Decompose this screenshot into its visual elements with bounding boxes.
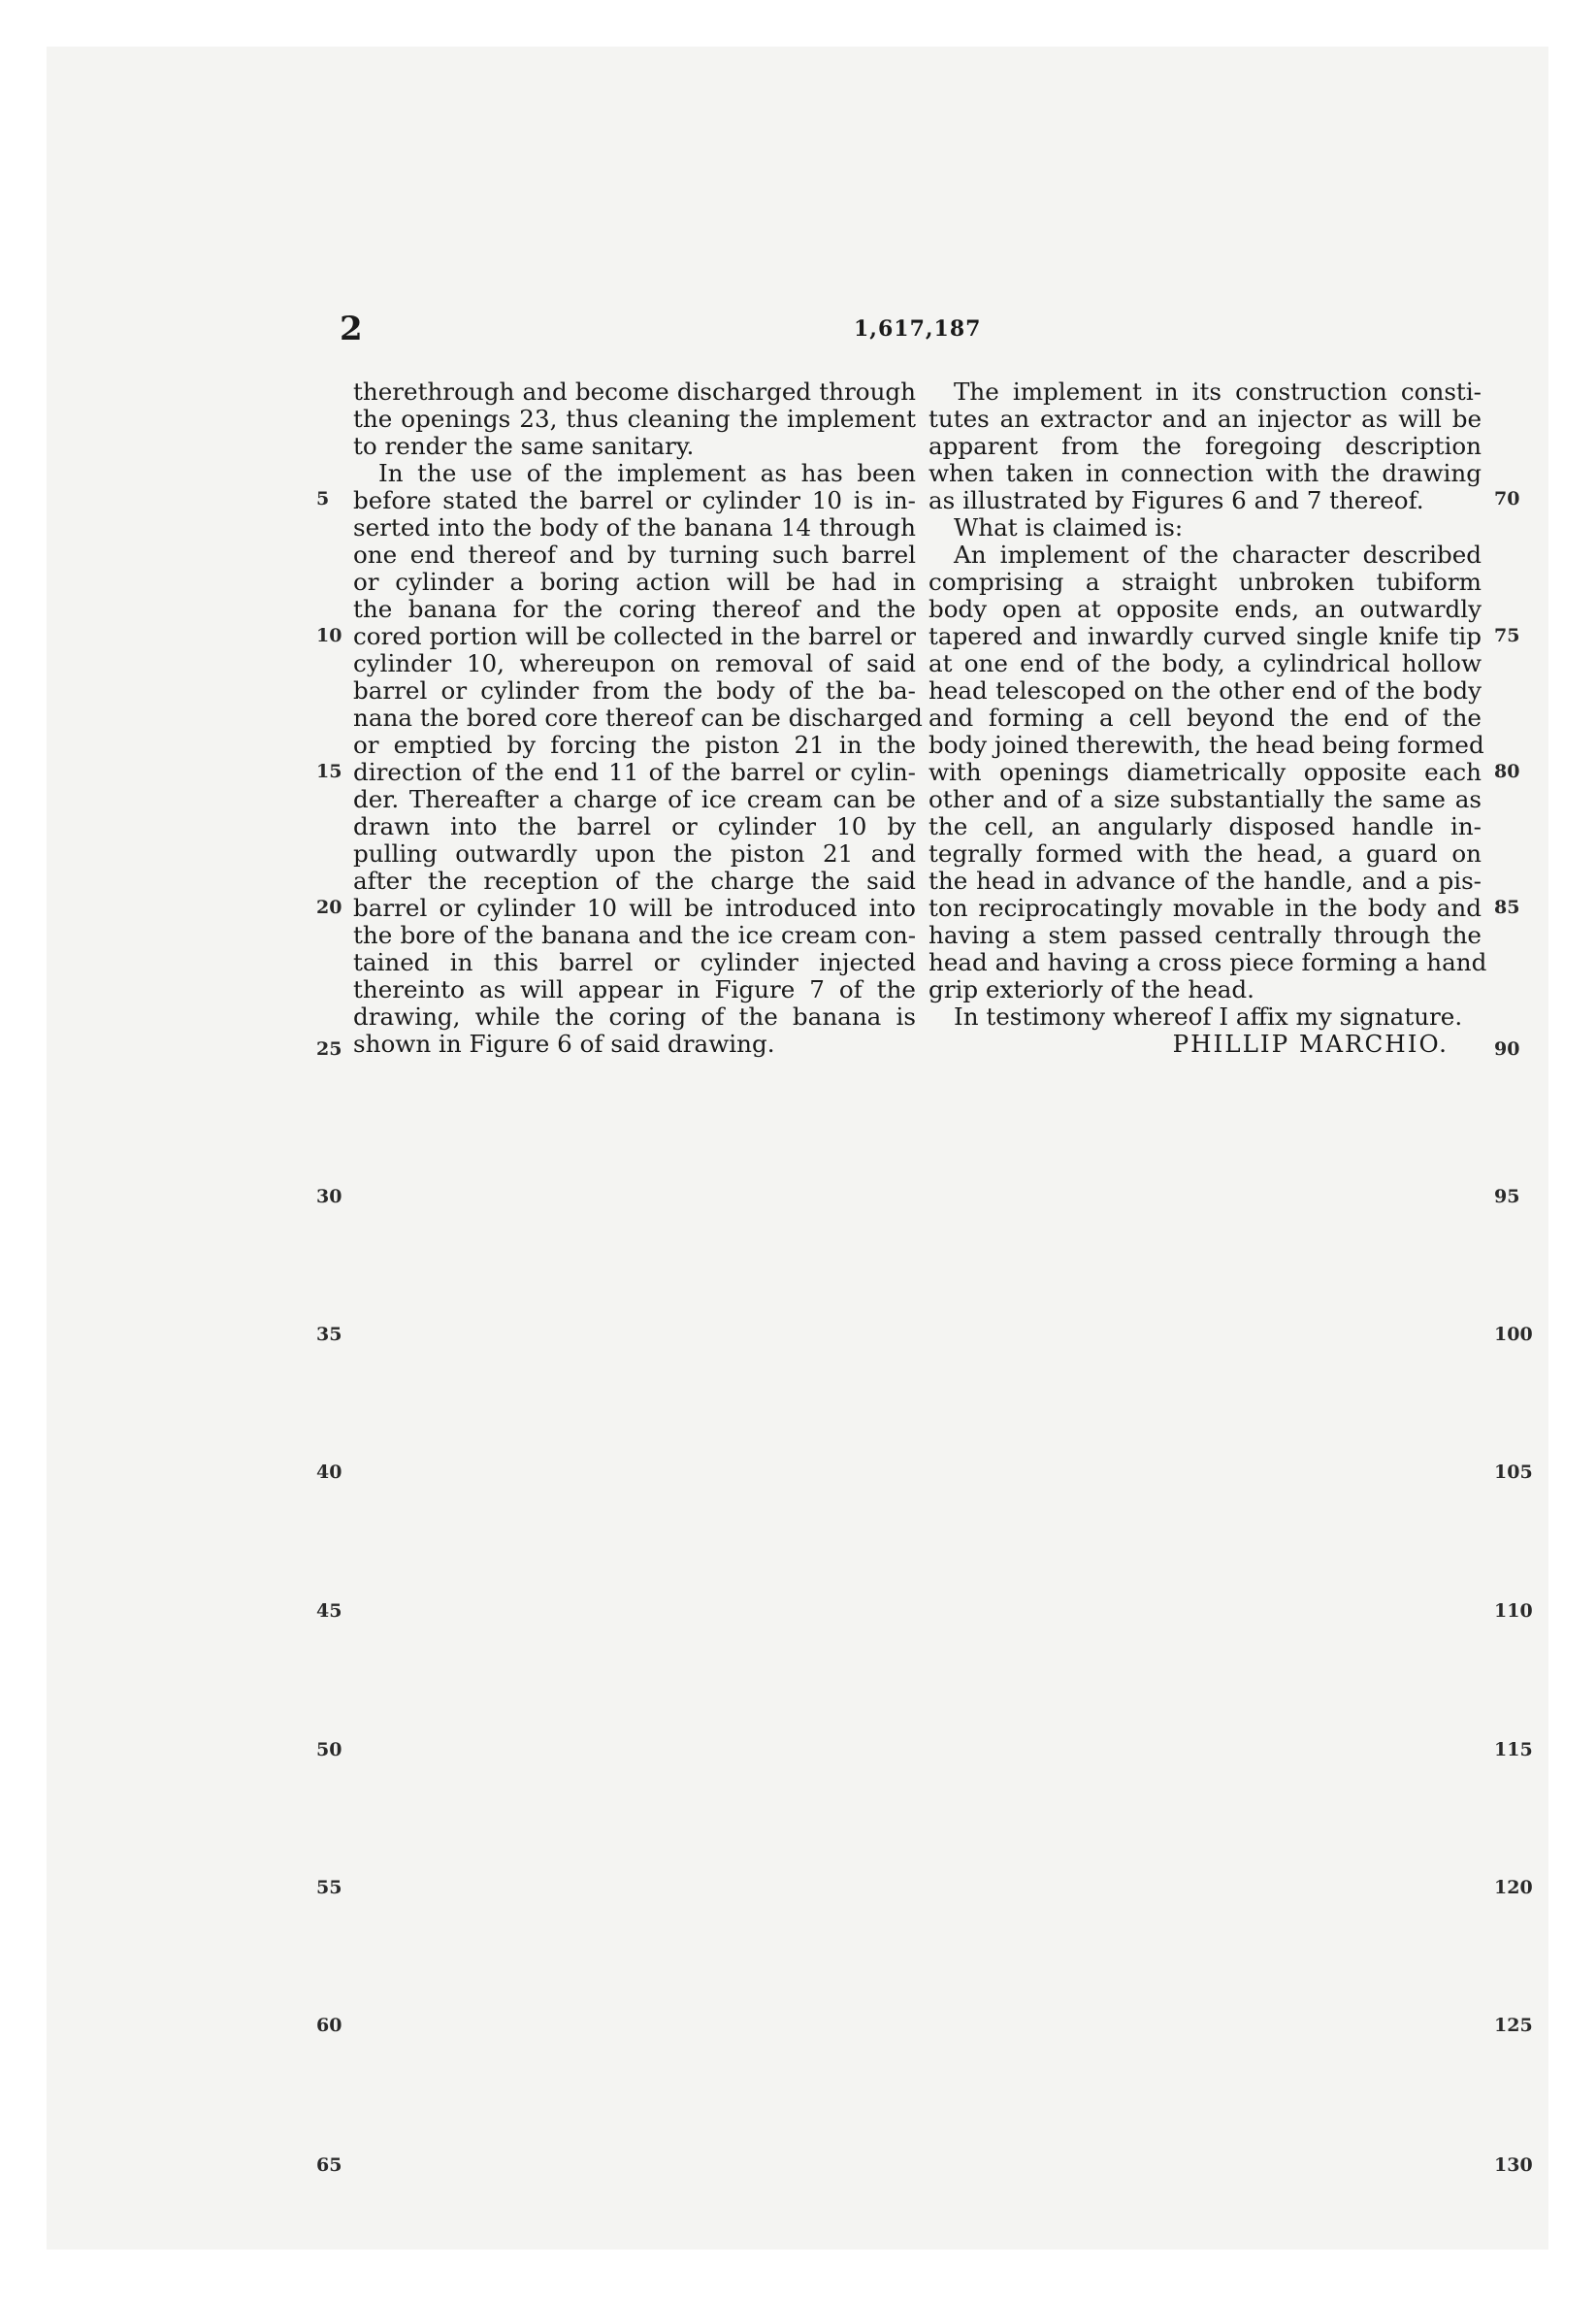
text-line: or emptied by forcing the piston 21 in the xyxy=(353,731,916,759)
text-line: pulling outwardly upon the piston 21 and xyxy=(353,839,916,868)
text-line: The implement in its construction consti- xyxy=(954,378,1482,406)
line-number: 40 xyxy=(316,1462,342,1483)
text-line: one end thereof and by turning such barrel xyxy=(353,541,916,569)
text-line: nana the bored core thereof can be discharged xyxy=(353,704,923,732)
text-line: tutes an extractor and an injector as will be xyxy=(928,405,1482,433)
text-line: barrel or cylinder 10 will be introduced into xyxy=(353,894,916,922)
line-number: 10 xyxy=(316,625,342,646)
text-line: tegrally formed with the head, a guard on xyxy=(928,839,1482,868)
left-text-column xyxy=(353,378,923,1058)
line-number: 75 xyxy=(1494,625,1520,646)
text-line: drawn into the barrel or cylinder 10 by xyxy=(353,812,916,840)
line-number: 80 xyxy=(1494,761,1520,782)
text-line: as illustrated by Figures 6 and 7 thereof. xyxy=(928,486,1424,514)
line-number: 20 xyxy=(316,897,342,918)
text-line: cylinder 10, whereupon on removal of said xyxy=(353,649,916,677)
text-line: apparent from the foregoing description xyxy=(928,432,1482,460)
text-line: shown in Figure 6 of said drawing. xyxy=(353,1030,775,1058)
line-number: 15 xyxy=(316,761,342,782)
text-line: to render the same sanitary. xyxy=(353,432,695,460)
text-line: the bore of the banana and the ice cream con- xyxy=(353,921,916,949)
patent-number: 1,617,187 xyxy=(854,316,982,342)
line-number: 30 xyxy=(316,1186,342,1207)
line-number: 90 xyxy=(1494,1038,1520,1060)
page-number: 2 xyxy=(340,310,363,348)
line-number: 105 xyxy=(1494,1462,1533,1483)
text-line: serted into the body of the banana 14 through xyxy=(353,513,916,542)
text-line: and forming a cell beyond the end of the xyxy=(928,704,1482,732)
text-line: drawing, while the coring of the banana is xyxy=(353,1002,916,1031)
text-line: head telescoped on the other end of the body xyxy=(928,676,1482,705)
signature-line: PHILLIP MARCHIO. xyxy=(1172,1030,1449,1058)
text-line: the head in advance of the handle, and a pis- xyxy=(928,867,1482,895)
right-text-column xyxy=(928,378,1487,1058)
text-line: direction of the end 11 of the barrel or cylin- xyxy=(353,758,916,786)
text-line: therethrough and become discharged through xyxy=(353,378,916,406)
text-line: before stated the barrel or cylinder 10 is in- xyxy=(353,486,916,514)
text-line: with openings diametrically opposite each xyxy=(928,758,1482,786)
text-line: cored portion will be collected in the barrel or xyxy=(353,622,916,650)
text-line: having a stem passed centrally through the xyxy=(928,921,1482,949)
text-line: body open at opposite ends, an outwardly xyxy=(928,595,1482,623)
text-line: other and of a size substantially the same as xyxy=(928,785,1482,813)
line-number: 125 xyxy=(1494,2015,1533,2036)
text-line: thereinto as will appear in Figure 7 of the xyxy=(353,975,916,1003)
text-line: An implement of the character described xyxy=(954,541,1482,569)
text-line: ton reciprocatingly movable in the body and xyxy=(928,894,1482,922)
text-line: at one end of the body, a cylindrical hollow xyxy=(928,649,1482,677)
line-number: 110 xyxy=(1494,1600,1533,1622)
line-number: 5 xyxy=(316,488,330,509)
line-number: 100 xyxy=(1494,1324,1533,1345)
text-line: grip exteriorly of the head. xyxy=(928,975,1254,1003)
text-line: after the reception of the charge the said xyxy=(353,867,916,895)
line-number: 25 xyxy=(316,1038,342,1060)
line-number: 120 xyxy=(1494,1877,1533,1898)
text-line: the banana for the coring thereof and the xyxy=(353,595,916,623)
text-line: head and having a cross piece forming a hand xyxy=(928,948,1487,976)
testimony-line: In testimony whereof I affix my signature. xyxy=(954,1002,1463,1031)
text-line: der. Thereafter a charge of ice cream can be xyxy=(353,785,916,813)
line-number: 115 xyxy=(1494,1739,1533,1760)
claims-heading: What is claimed is: xyxy=(954,513,1184,542)
text-line: the openings 23, thus cleaning the implement xyxy=(353,405,916,433)
line-number: 95 xyxy=(1494,1186,1520,1207)
line-number: 50 xyxy=(316,1739,342,1760)
text-line: barrel or cylinder from the body of the ba- xyxy=(353,676,916,705)
line-number: 65 xyxy=(316,2154,342,2176)
text-line: body joined therewith, the head being formed xyxy=(928,731,1484,759)
text-line: comprising a straight unbroken tubiform xyxy=(928,568,1482,596)
text-line: In the use of the implement as has been xyxy=(378,459,916,487)
text-line: or cylinder a boring action will be had in xyxy=(353,568,916,596)
line-number: 130 xyxy=(1494,2154,1533,2176)
line-number: 70 xyxy=(1494,488,1520,509)
line-number: 85 xyxy=(1494,897,1520,918)
text-line: when taken in connection with the drawing xyxy=(928,459,1482,487)
line-number: 35 xyxy=(316,1324,342,1345)
text-line: tained in this barrel or cylinder injected xyxy=(353,948,916,976)
line-number: 60 xyxy=(316,2015,342,2036)
line-number: 55 xyxy=(316,1877,342,1898)
line-number: 45 xyxy=(316,1600,342,1622)
text-line: tapered and inwardly curved single knife tip xyxy=(928,622,1482,650)
text-line: the cell, an angularly disposed handle in- xyxy=(928,812,1482,840)
